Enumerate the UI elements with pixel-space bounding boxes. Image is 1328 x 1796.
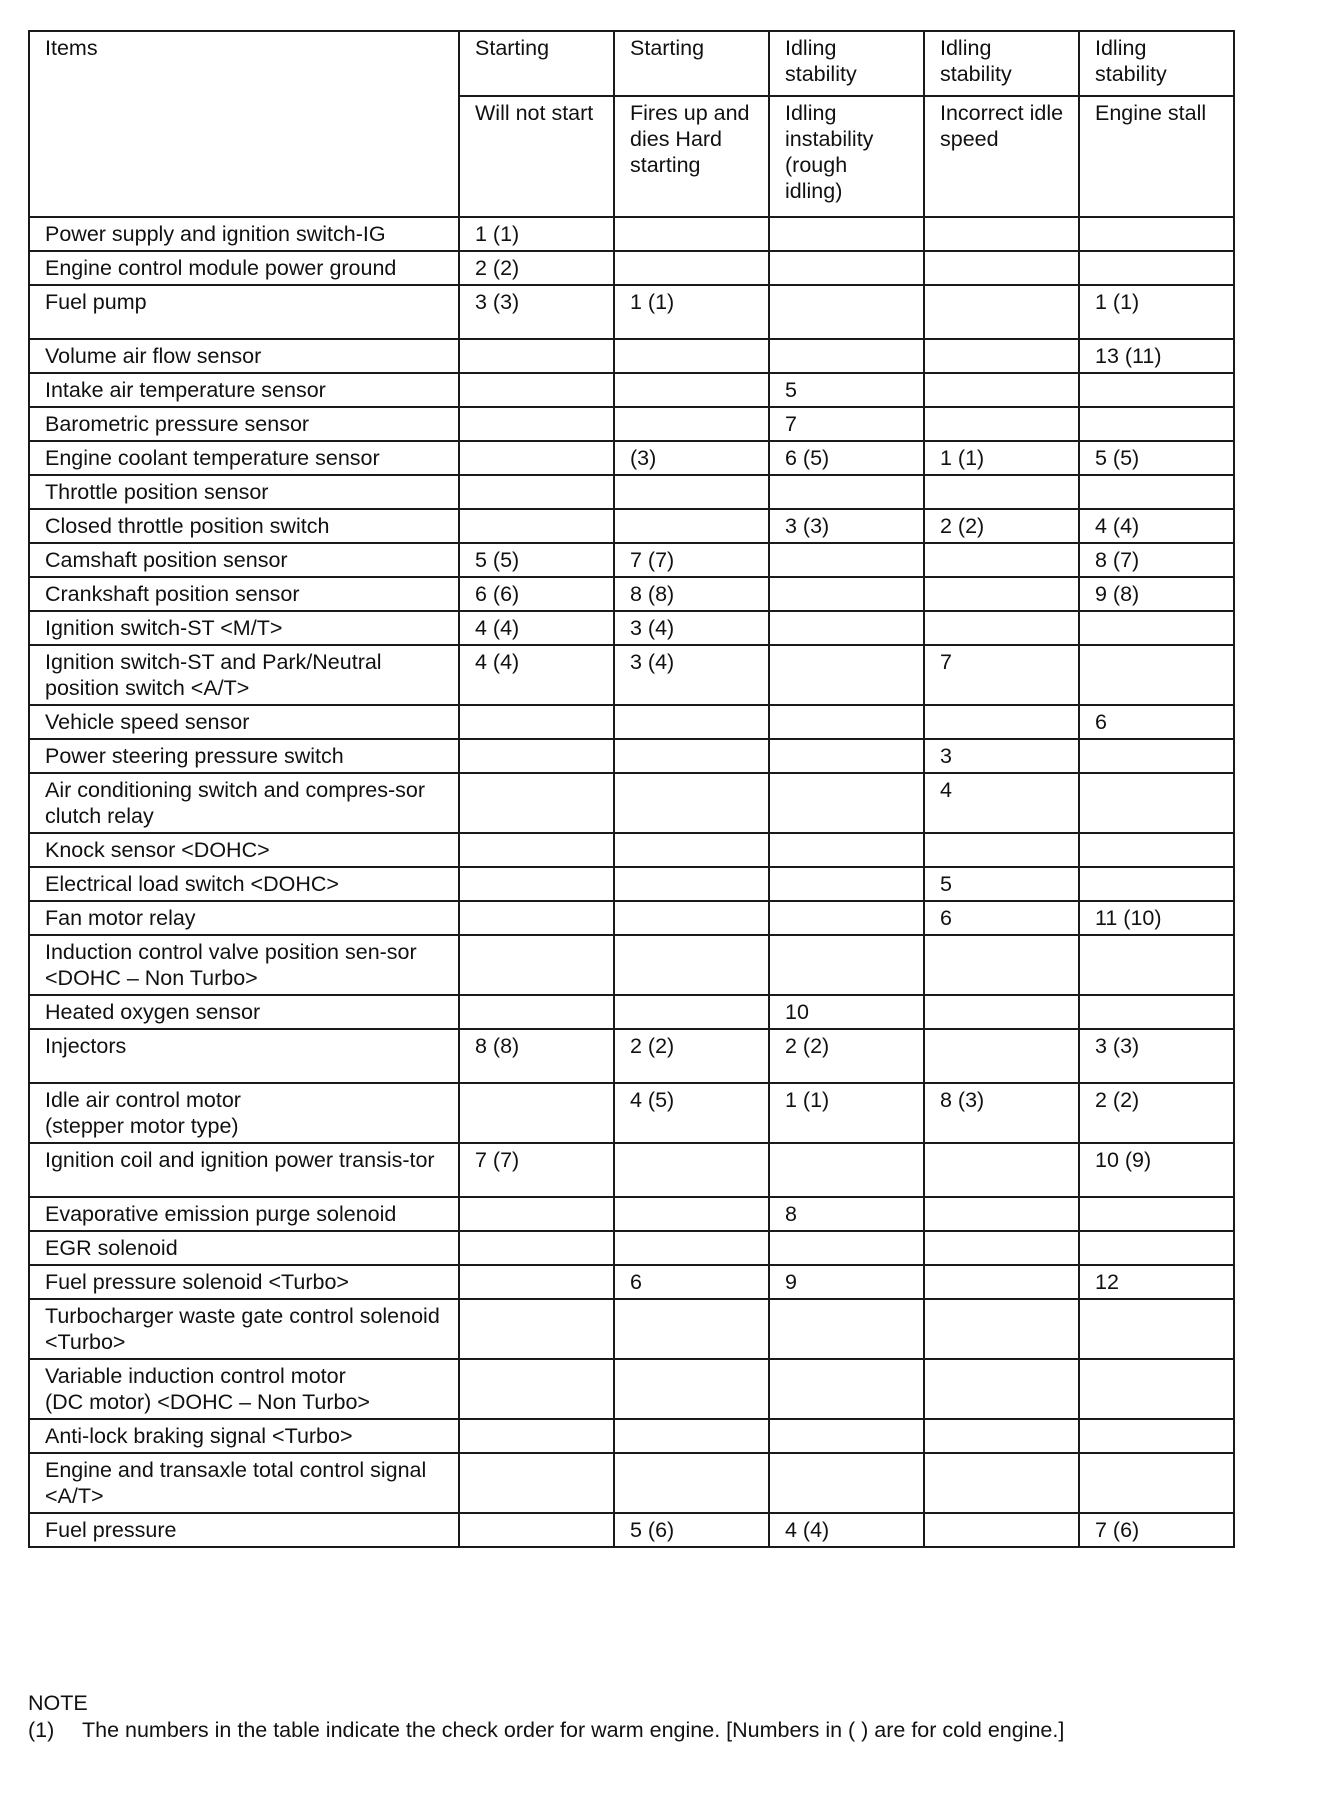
symptom-header: Fires up and dies Hard starting: [614, 96, 769, 217]
note-section: [28, 1690, 1064, 1744]
table-row: [29, 1265, 1234, 1299]
item-name: Engine control module power ground: [29, 251, 459, 285]
item-name: Fan motor relay: [29, 901, 459, 935]
item-name: Idle air control motor (stepper motor type): [29, 1083, 459, 1143]
category-header: Starting: [614, 31, 769, 96]
check-order-cell: [924, 407, 1079, 441]
table-row: [29, 1299, 1234, 1359]
check-order-cell: [1079, 611, 1234, 645]
check-order-cell: [614, 995, 769, 1029]
check-order-cell: 4 (4): [1079, 509, 1234, 543]
check-order-cell: [924, 1299, 1079, 1359]
check-order-cell: [614, 407, 769, 441]
check-order-cell: [924, 543, 1079, 577]
check-order-cell: [769, 867, 924, 901]
check-order-cell: 2 (2): [1079, 1083, 1234, 1143]
check-order-cell: [459, 901, 614, 935]
check-order-cell: 7: [769, 407, 924, 441]
check-order-cell: 2 (2): [924, 509, 1079, 543]
check-order-cell: [1079, 1231, 1234, 1265]
check-order-cell: [769, 1231, 924, 1265]
check-order-cell: [769, 1453, 924, 1513]
check-order-cell: [924, 935, 1079, 995]
check-order-cell: 8 (7): [1079, 543, 1234, 577]
check-order-cell: 1 (1): [1079, 285, 1234, 339]
check-order-cell: 2 (2): [769, 1029, 924, 1083]
item-name: Intake air temperature sensor: [29, 373, 459, 407]
check-order-cell: [769, 1299, 924, 1359]
check-order-cell: [924, 475, 1079, 509]
symptom-header: Engine stall: [1079, 96, 1234, 217]
check-order-cell: [769, 1143, 924, 1197]
check-order-cell: 6: [1079, 705, 1234, 739]
check-order-cell: 8 (8): [459, 1029, 614, 1083]
check-order-cell: 3: [924, 739, 1079, 773]
check-order-cell: 8 (8): [614, 577, 769, 611]
table-row: [29, 339, 1234, 373]
check-order-cell: [459, 407, 614, 441]
note-number: (1): [28, 1718, 55, 1742]
check-order-cell: [459, 441, 614, 475]
check-order-cell: [769, 217, 924, 251]
item-name: EGR solenoid: [29, 1231, 459, 1265]
check-order-cell: [769, 1359, 924, 1419]
check-order-cell: [1079, 1453, 1234, 1513]
check-order-cell: [459, 739, 614, 773]
item-name: Heated oxygen sensor: [29, 995, 459, 1029]
check-order-cell: [614, 475, 769, 509]
check-order-cell: [924, 285, 1079, 339]
check-order-cell: 3 (4): [614, 611, 769, 645]
check-order-cell: [769, 1419, 924, 1453]
check-order-cell: 10 (9): [1079, 1143, 1234, 1197]
item-name: Engine and transaxle total control signal <A/T>: [29, 1453, 459, 1513]
item-name: Barometric pressure sensor: [29, 407, 459, 441]
check-order-cell: [769, 577, 924, 611]
table-row: [29, 407, 1234, 441]
check-order-cell: [1079, 867, 1234, 901]
category-header: Idling stability: [924, 31, 1079, 96]
check-order-cell: [1079, 1359, 1234, 1419]
check-order-cell: 5 (6): [614, 1513, 769, 1547]
category-header: Idling stability: [1079, 31, 1234, 96]
check-order-cell: [924, 1197, 1079, 1231]
check-order-cell: [769, 475, 924, 509]
check-order-cell: [924, 373, 1079, 407]
check-order-cell: [924, 611, 1079, 645]
check-order-cell: 3 (4): [614, 645, 769, 705]
check-order-cell: 4 (5): [614, 1083, 769, 1143]
check-order-cell: [924, 1143, 1079, 1197]
item-name: Electrical load switch <DOHC>: [29, 867, 459, 901]
item-name: Anti-lock braking signal <Turbo>: [29, 1419, 459, 1453]
check-order-cell: [614, 901, 769, 935]
check-order-cell: [1079, 1299, 1234, 1359]
check-order-cell: [924, 1419, 1079, 1453]
check-order-cell: 3 (3): [769, 509, 924, 543]
check-order-cell: 10: [769, 995, 924, 1029]
check-order-cell: [769, 543, 924, 577]
item-name: Engine coolant temperature sensor: [29, 441, 459, 475]
check-order-cell: [769, 611, 924, 645]
check-order-cell: [614, 773, 769, 833]
check-order-cell: [614, 705, 769, 739]
check-order-cell: 7 (7): [459, 1143, 614, 1197]
check-order-cell: 11 (10): [1079, 901, 1234, 935]
check-order-cell: [924, 577, 1079, 611]
item-name: Evaporative emission purge solenoid: [29, 1197, 459, 1231]
item-name: Throttle position sensor: [29, 475, 459, 509]
table-row: [29, 1197, 1234, 1231]
check-order-cell: [924, 251, 1079, 285]
check-order-cell: [459, 509, 614, 543]
check-order-cell: 8: [769, 1197, 924, 1231]
check-order-cell: 4: [924, 773, 1079, 833]
check-order-cell: [924, 705, 1079, 739]
check-order-cell: [924, 217, 1079, 251]
check-order-cell: [769, 773, 924, 833]
check-order-cell: [924, 1513, 1079, 1547]
check-order-cell: [924, 833, 1079, 867]
check-order-cell: 9: [769, 1265, 924, 1299]
category-header: Starting: [459, 31, 614, 96]
table-row: [29, 217, 1234, 251]
check-order-cell: 1 (1): [459, 217, 614, 251]
check-order-cell: [459, 1419, 614, 1453]
check-order-cell: 5 (5): [459, 543, 614, 577]
check-order-cell: [769, 285, 924, 339]
check-order-cell: [459, 705, 614, 739]
check-order-cell: 5: [924, 867, 1079, 901]
check-order-cell: [924, 1231, 1079, 1265]
check-order-cell: [459, 373, 614, 407]
check-order-cell: [1079, 935, 1234, 995]
check-order-cell: [459, 475, 614, 509]
check-order-cell: [1079, 739, 1234, 773]
check-order-cell: 6: [614, 1265, 769, 1299]
check-order-cell: [614, 1419, 769, 1453]
item-name: Vehicle speed sensor: [29, 705, 459, 739]
item-name: Ignition switch-ST and Park/Neutral position switch <A/T>: [29, 645, 459, 705]
check-order-cell: 13 (11): [1079, 339, 1234, 373]
check-order-cell: [459, 1359, 614, 1419]
check-order-cell: [924, 1029, 1079, 1083]
table-row: [29, 1083, 1234, 1143]
check-order-cell: 1 (1): [924, 441, 1079, 475]
item-name: Air conditioning switch and compres-sor clutch relay: [29, 773, 459, 833]
check-order-cell: [614, 833, 769, 867]
check-order-cell: [614, 1453, 769, 1513]
table-row: [29, 475, 1234, 509]
check-order-cell: [769, 739, 924, 773]
item-name: Volume air flow sensor: [29, 339, 459, 373]
table-row: [29, 1143, 1234, 1197]
check-order-cell: [1079, 251, 1234, 285]
item-name: Injectors: [29, 1029, 459, 1083]
item-name: Ignition switch-ST <M/T>: [29, 611, 459, 645]
check-order-cell: 4 (4): [769, 1513, 924, 1547]
table-row: [29, 901, 1234, 935]
table-row: [29, 935, 1234, 995]
header-category-row: [29, 31, 1234, 96]
item-name: Power steering pressure switch: [29, 739, 459, 773]
symptom-header: Will not start: [459, 96, 614, 217]
table-row: [29, 373, 1234, 407]
check-order-cell: (3): [614, 441, 769, 475]
check-order-cell: [459, 935, 614, 995]
check-order-cell: [1079, 773, 1234, 833]
category-header: Idling stability: [769, 31, 924, 96]
check-order-cell: [614, 1359, 769, 1419]
check-order-cell: [459, 867, 614, 901]
item-name: Knock sensor <DOHC>: [29, 833, 459, 867]
check-order-cell: [1079, 373, 1234, 407]
table-row: [29, 1359, 1234, 1419]
item-name: Camshaft position sensor: [29, 543, 459, 577]
table-row: [29, 1453, 1234, 1513]
item-name: Variable induction control motor (DC motor) <DOHC – Non Turbo>: [29, 1359, 459, 1419]
check-order-cell: 5: [769, 373, 924, 407]
check-order-cell: [459, 1453, 614, 1513]
check-order-cell: [769, 833, 924, 867]
table-row: [29, 773, 1234, 833]
item-name: Induction control valve position sen-sor <DOHC – Non Turbo>: [29, 935, 459, 995]
table-row: [29, 577, 1234, 611]
check-order-cell: 3 (3): [459, 285, 614, 339]
check-order-cell: [924, 1265, 1079, 1299]
item-name: Power supply and ignition switch-IG: [29, 217, 459, 251]
check-order-cell: 6: [924, 901, 1079, 935]
table-row: [29, 1231, 1234, 1265]
check-order-cell: [614, 339, 769, 373]
check-order-cell: [1079, 1197, 1234, 1231]
check-order-cell: 2 (2): [614, 1029, 769, 1083]
check-order-cell: [769, 645, 924, 705]
item-name: Fuel pressure: [29, 1513, 459, 1547]
table-row: [29, 509, 1234, 543]
table-row: [29, 251, 1234, 285]
check-order-cell: 7 (7): [614, 543, 769, 577]
check-order-cell: [924, 995, 1079, 1029]
check-order-cell: [1079, 407, 1234, 441]
table-row: [29, 441, 1234, 475]
check-order-cell: [459, 1231, 614, 1265]
table-row: [29, 739, 1234, 773]
check-order-cell: [769, 935, 924, 995]
check-order-cell: [459, 1299, 614, 1359]
table-row: [29, 833, 1234, 867]
check-order-cell: 12: [1079, 1265, 1234, 1299]
note-line: [28, 1717, 1064, 1744]
check-order-cell: [614, 1299, 769, 1359]
check-order-cell: [614, 251, 769, 285]
check-order-cell: 9 (8): [1079, 577, 1234, 611]
check-order-cell: [924, 339, 1079, 373]
check-order-cell: [769, 901, 924, 935]
check-order-cell: 1 (1): [614, 285, 769, 339]
table-row: [29, 1513, 1234, 1547]
check-order-cell: [614, 509, 769, 543]
check-order-cell: [1079, 645, 1234, 705]
item-name: Fuel pump: [29, 285, 459, 339]
check-order-cell: 6 (5): [769, 441, 924, 475]
item-name: Closed throttle position switch: [29, 509, 459, 543]
check-order-cell: [614, 1231, 769, 1265]
note-title: NOTE: [28, 1691, 88, 1715]
table-row: [29, 995, 1234, 1029]
table-row: [29, 543, 1234, 577]
table-row: [29, 611, 1234, 645]
symptom-header: Incorrect idle speed: [924, 96, 1079, 217]
check-order-cell: 1 (1): [769, 1083, 924, 1143]
check-order-cell: [769, 251, 924, 285]
check-order-cell: [769, 705, 924, 739]
check-order-cell: [1079, 833, 1234, 867]
check-order-cell: [459, 833, 614, 867]
check-order-cell: [459, 1265, 614, 1299]
check-order-cell: [459, 995, 614, 1029]
check-order-cell: [614, 935, 769, 995]
check-order-cell: 5 (5): [1079, 441, 1234, 475]
check-order-cell: [459, 1083, 614, 1143]
check-order-cell: [459, 1197, 614, 1231]
check-order-cell: 6 (6): [459, 577, 614, 611]
trouble-symptom-table: [28, 30, 1235, 1548]
check-order-cell: 4 (4): [459, 611, 614, 645]
check-order-cell: [614, 1197, 769, 1231]
table-row: [29, 645, 1234, 705]
note-text: The numbers in the table indicate the check order for warm engine. [Numbers in ( ) are for cold engine.]: [82, 1718, 1065, 1742]
check-order-cell: [1079, 217, 1234, 251]
item-name: Turbocharger waste gate control solenoid <Turbo>: [29, 1299, 459, 1359]
check-order-cell: [1079, 1419, 1234, 1453]
item-name: Crankshaft position sensor: [29, 577, 459, 611]
table-row: [29, 1419, 1234, 1453]
check-order-cell: [769, 339, 924, 373]
inspection-chart: [28, 30, 1233, 1548]
check-order-cell: [459, 1513, 614, 1547]
table-row: [29, 285, 1234, 339]
check-order-cell: [614, 373, 769, 407]
check-order-cell: [924, 1359, 1079, 1419]
check-order-cell: [614, 217, 769, 251]
table-row: [29, 1029, 1234, 1083]
check-order-cell: 7 (6): [1079, 1513, 1234, 1547]
check-order-cell: 8 (3): [924, 1083, 1079, 1143]
table-row: [29, 867, 1234, 901]
item-name: Fuel pressure solenoid <Turbo>: [29, 1265, 459, 1299]
check-order-cell: 2 (2): [459, 251, 614, 285]
items-header: Items: [29, 31, 459, 217]
table-row: [29, 705, 1234, 739]
item-name: Ignition coil and ignition power transis-tor: [29, 1143, 459, 1197]
symptom-header: Idling instability (rough idling): [769, 96, 924, 217]
check-order-cell: [459, 339, 614, 373]
check-order-cell: 7: [924, 645, 1079, 705]
check-order-cell: [459, 773, 614, 833]
check-order-cell: 3 (3): [1079, 1029, 1234, 1083]
check-order-cell: [1079, 995, 1234, 1029]
check-order-cell: 4 (4): [459, 645, 614, 705]
check-order-cell: [614, 867, 769, 901]
check-order-cell: [924, 1453, 1079, 1513]
check-order-cell: [614, 739, 769, 773]
check-order-cell: [614, 1143, 769, 1197]
check-order-cell: [1079, 475, 1234, 509]
